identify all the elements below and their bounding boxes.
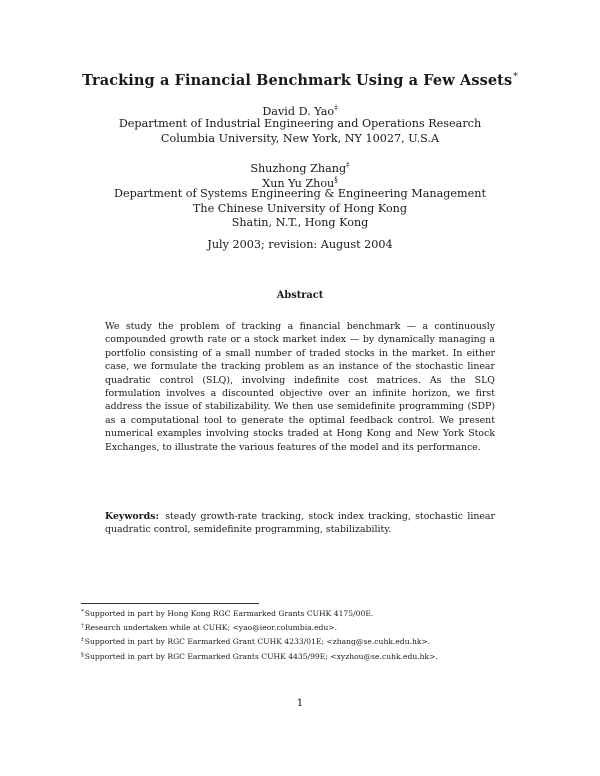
footnote-mark: * <box>81 609 84 615</box>
affiliation-line: Shatin, N.T., Hong Kong <box>231 216 369 229</box>
affiliation-line: The Chinese University of Hong Kong <box>192 202 408 215</box>
author-name: Xun Yu Zhou <box>262 177 335 190</box>
author-mark: § <box>334 176 338 184</box>
keywords-text: steady growth-rate tracking, stock index tracking, stochastic linear quadratic control, semidefinite programming, stabilizability. <box>105 511 495 536</box>
affiliation-line: Department of Systems Engineering & Engineering Management <box>114 187 486 200</box>
paper-date: July 2003; revision: August 2004 <box>207 238 393 251</box>
author-mark: ‡ <box>346 161 350 169</box>
footnotes <box>81 606 521 663</box>
author-name: David D. Yao <box>262 105 335 118</box>
footnote <box>81 606 521 620</box>
affiliation-line: Department of Industrial Engineering and Operations Research <box>118 117 482 130</box>
author-name: Shuzhong Zhang <box>250 162 347 175</box>
affiliation-line: Columbia University, New York, NY 10027, U.S.A <box>160 132 440 145</box>
title-footnote-mark: * <box>513 72 518 82</box>
footnote-text: Supported in part by Hong Kong RGC Earmarked Grants CUHK 4175/00E. <box>84 609 374 618</box>
footnote-text: Supported in part by RGC Earmarked Grants CUHK 4435/99E; <xyzhou@se.cuhk.edu.hk>. <box>84 651 438 661</box>
footnote-mark: † <box>81 623 84 630</box>
footnote <box>81 649 521 663</box>
footnote-mark: ‡ <box>81 637 84 644</box>
title-text: Tracking a Financial Benchmark Using a Few Assets <box>82 72 513 89</box>
paper-title <box>0 72 600 89</box>
footnote-mark: § <box>81 651 84 658</box>
footnote-rule <box>81 603 259 604</box>
author-mark: ‡ <box>334 104 338 112</box>
keywords-label: Keywords: <box>105 511 159 522</box>
abstract-heading: Abstract <box>276 290 324 301</box>
keywords-section <box>105 510 495 537</box>
abstract-body: We study the problem of tracking a financial benchmark — a continuously compounded growth rate or a stock market index — by dynamically managing a portfolio consisting of a small number of traded stocks in the market. In either case, we formulate the tracking problem as an instance of the stochastic linear quadratic control (SLQ), involving indefinite cost matrices. As the SLQ formulation involves a discounted objective over an infinite horizon, we first address the issue of stabilizability. We then use semidefinite programming (SDP) as a computational tool to generate the optimal feedback control. We present numerical examples involving stocks traded at Hong Kong and New York Stock Exchanges, to illustrate the various features of the model and its performance. <box>105 321 495 453</box>
footnote <box>81 634 521 648</box>
page-number: 1 <box>296 697 304 709</box>
footnote-text: Research undertaken while at CUHK; <yao@ieor.columbia.edu>. <box>84 623 338 633</box>
footnote-text: Supported in part by RGC Earmarked Grant CUHK 4233/01E; <zhang@se.cuhk.edu.hk>. <box>84 637 431 647</box>
footnote <box>81 620 521 634</box>
